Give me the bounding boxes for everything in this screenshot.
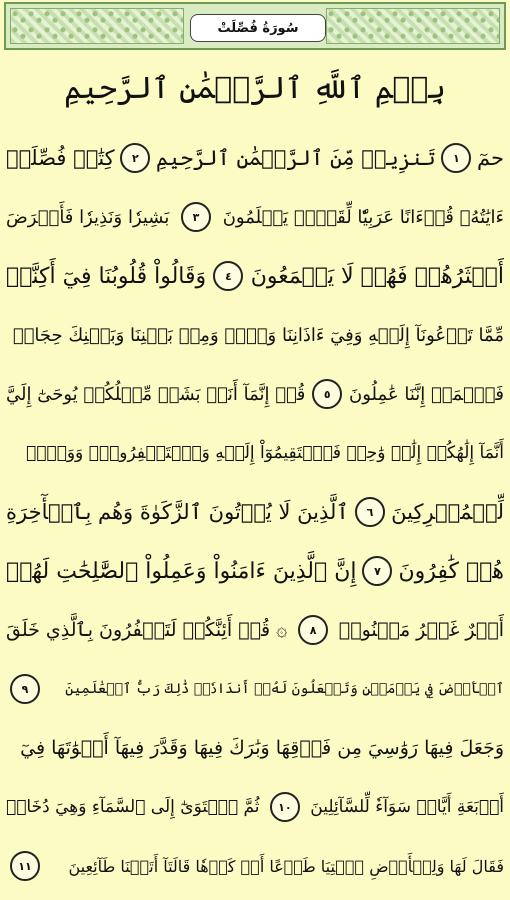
verse-text: لِّلۡمُشۡرِكِينَ — [391, 500, 504, 524]
verse-text: هُمۡ كَٰفِرُونَ — [398, 558, 504, 584]
verse-line — [6, 659, 504, 719]
ayah-number-marker: ٣ — [181, 202, 211, 232]
ayah-number-marker: ٦ — [355, 497, 385, 527]
surah-title: سُورَةُ فُصِّلَتْ — [190, 14, 326, 42]
ayah-number-marker: ١٠ — [270, 792, 300, 822]
ayah-number-marker: ٧ — [362, 556, 392, 586]
verse-text: ٱلَّذِينَ لَا يُؤۡتُونَ ٱلزَّكَوٰةَ وَهُم بِٱلۡأٓخِرَةِ — [6, 500, 349, 524]
verse-text: أَرۡبَعَةِ أَيَّامٖ سَوَآءٗ لِّلسَّآئِلِينَ — [310, 797, 504, 817]
surah-header — [4, 2, 506, 50]
verse-text: وَقَالُواْ قُلُوبُنَا فِيٓ أَكِنَّةٖ — [6, 263, 207, 289]
ayah-number-marker: ٨ — [298, 615, 328, 645]
ayah-number-marker: ١ — [441, 143, 471, 173]
verse-text: ثُمَّ ٱسۡتَوَىٰٓ إِلَى ٱلسَّمَآءِ وَهِيَ دُخَانٞ — [6, 797, 260, 817]
verse-line — [6, 600, 504, 660]
ayah-number-marker: ٥ — [312, 379, 342, 409]
verse-text: إِنَّ ٱلَّذِينَ ءَامَنُواْ وَعَمِلُواْ ٱلصَّٰلِحَٰتِ لَهُمۡ — [6, 558, 357, 584]
verse-text: حمٓ — [477, 146, 504, 170]
verse-text: فَٱعۡمَلۡ إِنَّنَا عَٰمِلُونَ — [348, 383, 504, 405]
ayah-number-marker: ٤ — [213, 261, 243, 291]
verse-line — [6, 836, 504, 896]
verse-text: أَكۡثَرُهُمۡ فَهُمۡ لَا يَسۡمَعُونَ — [250, 263, 504, 289]
verse-text: فَقَالَ لَهَا وَلِلۡأَرۡضِ ٱئۡتِيَا طَوۡعًا أَوۡ كَرۡهٗا قَالَتَآ أَتَيۡنَا طَآئِعِينَ — [68, 856, 504, 876]
verse-text: كِتَٰبٞ فُصِّلَتۡ — [6, 146, 115, 170]
bismillah: بِسۡمِ ٱللَّهِ ٱلرَّحۡمَٰنِ ٱلرَّحِيمِ — [64, 71, 446, 106]
verse-text: أَنَّمَآ إِلَٰهُكُمۡ إِلَٰهٞ وَٰحِدٞ فَٱسۡتَقِيمُوٓاْ إِلَيۡهِ وَٱسۡتَغۡفِرُوهُۗ وَوَيۡلٞ — [26, 443, 504, 463]
verse-text: مِّمَّا تَدۡعُونَآ إِلَيۡهِ وَفِيٓ ءَاذَانِنَا وَقۡرٞ وَمِنۢ بَيۡنِنَا وَبَيۡنِكَ حِجَابٞ — [12, 324, 504, 346]
verse-line — [6, 423, 504, 483]
verse-text: ۞ قُلۡ أَئِنَّكُمۡ لَتَكۡفُرُونَ بِٱلَّذِي خَلَقَ — [6, 619, 288, 641]
verse-line — [6, 541, 504, 601]
header-ornament-left — [10, 8, 184, 44]
verse-line — [6, 305, 504, 365]
verse-text: تَنزِيلٞ مِّنَ ٱلرَّحۡمَٰنِ ٱلرَّحِيمِ — [156, 146, 436, 170]
verse-text: قُلۡ إِنَّمَآ أَنَا۠ بَشَرٞ مِّثۡلُكُمۡ يُوحَىٰٓ إِلَيَّ — [6, 383, 306, 405]
header-ornament-right — [326, 8, 500, 44]
verse-line — [6, 777, 504, 837]
verse-text: وَجَعَلَ فِيهَا رَوَٰسِيَ مِن فَوۡقِهَا وَبَٰرَكَ فِيهَا وَقَدَّرَ فِيهَآ أَقۡوَٰتَهَا فِيٓ — [20, 737, 504, 759]
ayah-number-marker: ٢ — [120, 143, 150, 173]
verse-line — [6, 187, 504, 247]
verse-line — [6, 718, 504, 778]
verse-line — [6, 128, 504, 188]
verse-text: ءَايَٰتُهُۥ قُرۡءَانًا عَرَبِيّٗا لِّقَوۡمٖ يَعۡلَمُونَ — [222, 206, 504, 228]
verse-line — [6, 246, 504, 306]
verse-text: ٱلۡأَرۡضَ فِي يَوۡمَيۡنِ وَتَجۡعَلُونَ لَهُۥٓ أَندَادٗاۚ ذَٰلِكَ رَبُّ ٱلۡعَٰلَمِينَ — [65, 681, 504, 697]
verse-line — [6, 364, 504, 424]
ayah-number-marker: ٩ — [10, 674, 40, 704]
verse-line — [6, 482, 504, 542]
verse-text: أَجۡرٌ غَيۡرُ مَمۡنُونٖ — [338, 619, 504, 641]
verse-text: بَشِيرٗا وَنَذِيرٗا فَأَعۡرَضَ — [6, 206, 170, 228]
ayah-number-marker: ١١ — [10, 851, 40, 881]
